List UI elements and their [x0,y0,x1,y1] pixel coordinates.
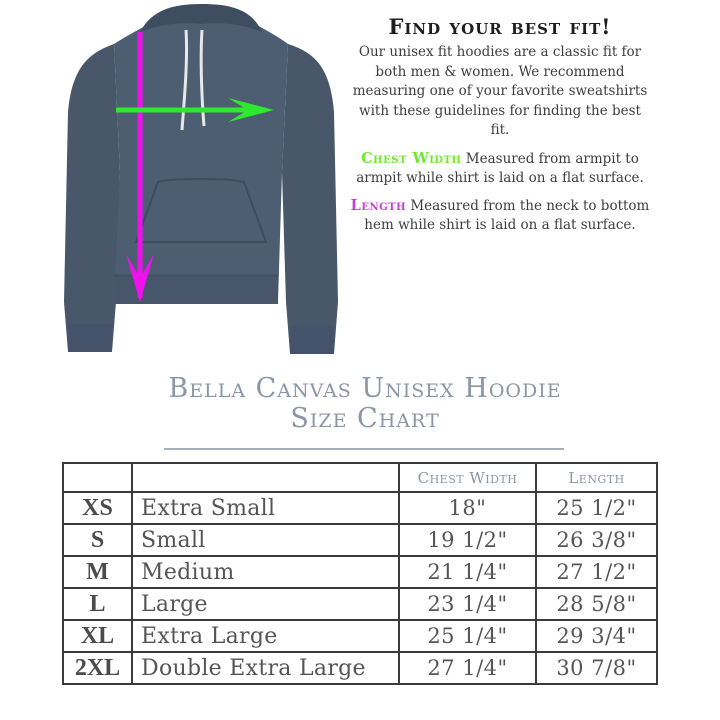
length-value: 28 5/8" [536,588,657,620]
length-description: Measured from the neck to bottom hem while shirt is laid on a flat surface. [364,197,650,233]
chest-width-value: 21 1/4" [399,556,536,588]
size-code: L [63,588,132,620]
size-code: 2XL [63,652,132,684]
table-row [63,588,657,620]
header-chest-width: Chest Width [399,463,536,492]
fit-guide-panel [350,14,650,243]
fit-intro-text: Our unisex fit hoodies are a classic fit for both men & women. We recommend measuring one of your favorite sweatshirts with these guidelines for finding the best fit. [352,44,648,138]
chest-width-value: 23 1/4" [399,588,536,620]
chest-width-definition [350,149,650,188]
hoodie-illustration [62,2,342,358]
size-code: XS [63,492,132,524]
header-name [132,463,399,492]
chest-width-value: 19 1/2" [399,524,536,556]
size-name: Extra Large [132,620,399,652]
size-name: Extra Small [132,492,399,524]
header-length: Length [536,463,657,492]
chart-title-line2: Size Chart [290,403,440,434]
size-name: Large [132,588,399,620]
length-term: Length [350,196,407,214]
table-row [63,524,657,556]
table-row [63,652,657,684]
size-code: XL [63,620,132,652]
chest-width-value: 27 1/4" [399,652,536,684]
size-chart-table [62,462,658,685]
size-chart-heading [130,374,600,434]
table-row [63,556,657,588]
chart-title-line1: Bella Canvas Unisex Hoodie [168,373,562,404]
chest-width-value: 18" [399,492,536,524]
length-value: 26 3/8" [536,524,657,556]
heading-divider [164,448,564,450]
size-name: Medium [132,556,399,588]
length-value: 25 1/2" [536,492,657,524]
length-value: 29 3/4" [536,620,657,652]
length-definition [350,196,650,235]
size-code: S [63,524,132,556]
chest-width-value: 25 1/4" [399,620,536,652]
size-code: M [63,556,132,588]
table-header-row [63,463,657,492]
length-value: 30 7/8" [536,652,657,684]
header-code [63,463,132,492]
table-row [63,620,657,652]
fit-title: Find your best fit! [388,14,612,39]
chest-width-description: Measured from armpit to armpit while shirt is laid on a flat surface. [356,150,644,186]
table-row [63,492,657,524]
size-name: Double Extra Large [132,652,399,684]
size-name: Small [132,524,399,556]
chest-width-term: Chest Width [361,149,462,167]
length-value: 27 1/2" [536,556,657,588]
